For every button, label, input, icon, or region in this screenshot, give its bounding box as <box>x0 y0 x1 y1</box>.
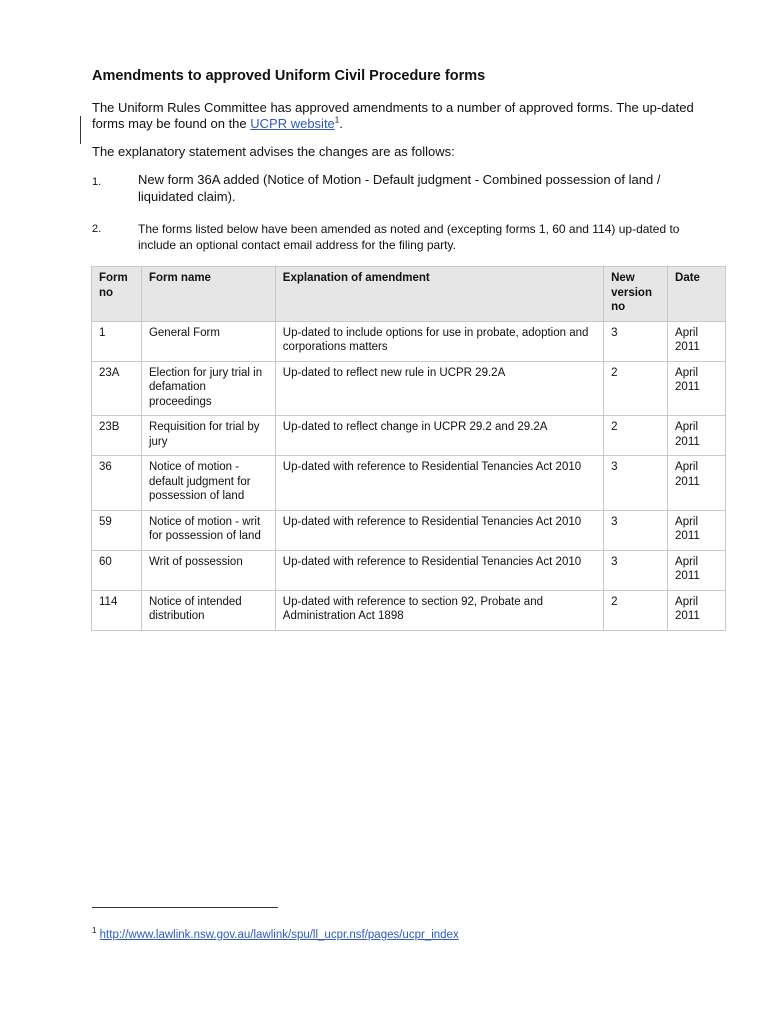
revision-change-bar <box>80 116 81 144</box>
table-row <box>92 590 726 630</box>
cell-version: 3 <box>604 510 668 550</box>
cell-form-name: Notice of intended distribution <box>141 590 275 630</box>
page-title: Amendments to approved Uniform Civil Procedure forms <box>92 68 486 84</box>
cell-explanation: Up-dated to reflect new rule in UCPR 29.2A <box>275 361 603 416</box>
cell-version: 3 <box>604 550 668 590</box>
list-item-text: New form 36A added (Notice of Motion - Default judgment - Combined possession of land / liquidated claim). <box>138 172 661 204</box>
cell-date: April 2011 <box>668 590 726 630</box>
cell-form-no: 23B <box>92 416 142 456</box>
cell-form-name: Notice of motion - writ for possession of land <box>141 510 275 550</box>
footnote-url-link[interactable]: http://www.lawlink.nsw.gov.au/lawlink/spu/ll_ucpr.nsf/pages/ucpr_index <box>99 928 459 941</box>
list-item-text: The forms listed below have been amended as noted and (excepting forms 1, 60 and 114) up-dated to include an optional contact email address for the filing party. <box>138 222 680 252</box>
cell-form-no: 23A <box>92 361 142 416</box>
table-row <box>92 416 726 456</box>
cell-form-no: 60 <box>92 550 142 590</box>
cell-explanation: Up-dated with reference to Residential Tenancies Act 2010 <box>275 510 603 550</box>
footnote-mark: 1 <box>92 926 97 935</box>
explanatory-paragraph: The explanatory statement advises the changes are as follows: <box>92 144 455 159</box>
cell-form-name: General Form <box>141 321 275 361</box>
cell-version: 2 <box>604 416 668 456</box>
cell-date: April 2011 <box>668 416 726 456</box>
cell-form-no: 59 <box>92 510 142 550</box>
footnote-separator <box>92 907 278 908</box>
intro-paragraph <box>92 100 702 132</box>
footnote-reference: 1 <box>334 115 340 125</box>
amendments-table <box>91 266 726 631</box>
cell-date: April 2011 <box>668 321 726 361</box>
table-row <box>92 510 726 550</box>
header-date: Date <box>668 267 726 322</box>
header-new-version-no: New version no <box>604 267 668 322</box>
cell-explanation: Up-dated to reflect change in UCPR 29.2 and 29.2A <box>275 416 603 456</box>
cell-date: April 2011 <box>668 361 726 416</box>
cell-date: April 2011 <box>668 456 726 511</box>
intro-end: . <box>339 116 343 131</box>
cell-form-name: Writ of possession <box>141 550 275 590</box>
table-row <box>92 456 726 511</box>
cell-explanation: Up-dated with reference to section 92, Probate and Administration Act 1898 <box>275 590 603 630</box>
list-item-number: 2. <box>92 223 102 235</box>
header-explanation: Explanation of amendment <box>275 267 603 322</box>
cell-form-no: 114 <box>92 590 142 630</box>
cell-version: 2 <box>604 590 668 630</box>
table-header-row <box>92 267 726 322</box>
ucpr-website-link[interactable]: UCPR website <box>250 116 335 131</box>
cell-version: 3 <box>604 321 668 361</box>
table-row <box>92 321 726 361</box>
intro-text: The Uniform Rules Committee has approved amendments to a number of approved forms. The up-dated forms may be found on the <box>92 100 694 131</box>
cell-explanation: Up-dated with reference to Residential Tenancies Act 2010 <box>275 550 603 590</box>
cell-version: 3 <box>604 456 668 511</box>
cell-date: April 2011 <box>668 510 726 550</box>
cell-form-name: Notice of motion - default judgment for possession of land <box>141 456 275 511</box>
table-row <box>92 550 726 590</box>
cell-form-no: 1 <box>92 321 142 361</box>
header-form-no: Form no <box>92 267 142 322</box>
cell-form-name: Requisition for trial by jury <box>141 416 275 456</box>
list-item-number: 1. <box>92 176 102 188</box>
cell-explanation: Up-dated to include options for use in probate, adoption and corporations matters <box>275 321 603 361</box>
cell-form-no: 36 <box>92 456 142 511</box>
cell-explanation: Up-dated with reference to Residential Tenancies Act 2010 <box>275 456 603 511</box>
cell-form-name: Election for jury trial in defamation proceedings <box>141 361 275 416</box>
table-row <box>92 361 726 416</box>
header-form-name: Form name <box>141 267 275 322</box>
cell-date: April 2011 <box>668 550 726 590</box>
footnote <box>92 926 459 941</box>
cell-version: 2 <box>604 361 668 416</box>
